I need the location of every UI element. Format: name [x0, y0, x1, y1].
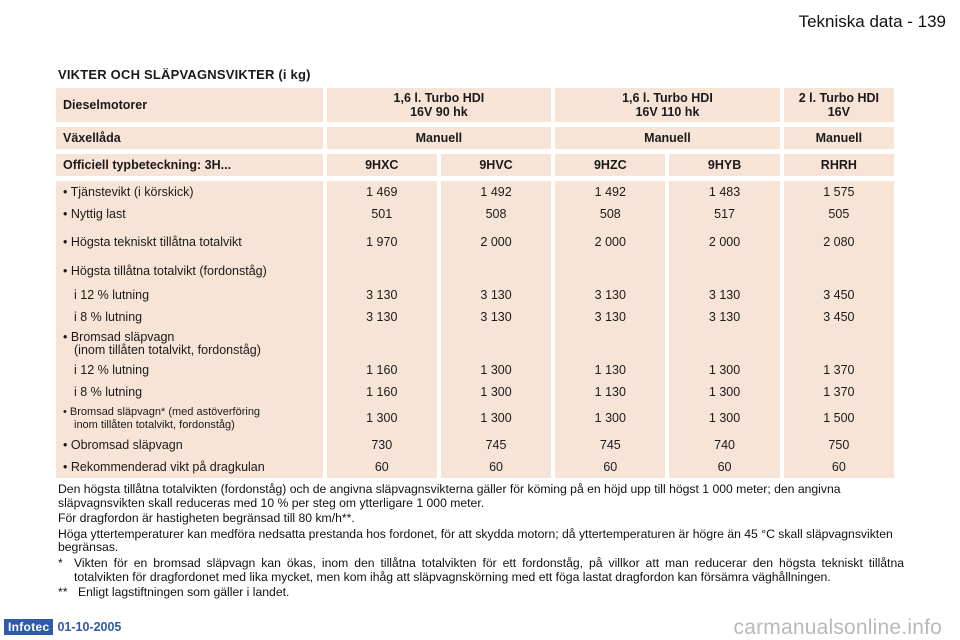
note-paragraph: För dragfordon är hastigheten begränsad till 80 km/h**. — [58, 511, 355, 526]
cell-value: 1 300 — [669, 403, 779, 434]
cell-value: 1 370 — [784, 381, 894, 403]
cell-value: 1 300 — [669, 359, 779, 381]
cell-value: 1 469 — [327, 181, 437, 203]
note-paragraph: Den högsta tillåtna totalvikten (fordonståg) och de angivna släpvagnsvikterna gäller för köming på en höjd upp till högst 1 000 meter; den angivna släpvagnsvikten skall reduceras med 10 % per steg om ytterligare 1 000 meter. — [58, 482, 841, 510]
cell-value — [784, 258, 894, 284]
footnote-mark: ** — [58, 585, 68, 600]
cell-value: 1 160 — [327, 359, 437, 381]
cell-value: 2 000 — [669, 225, 779, 258]
table-row — [56, 181, 894, 203]
table-row — [56, 306, 894, 328]
cell-value: 1 575 — [784, 181, 894, 203]
type-code: 9HXC — [327, 154, 437, 176]
footnote-text: Vikten för en bromsad släpvagn kan ökas, inom den tillåtna totalvikten för ett fordonståg, på villkor att man reducerar den högsta tekniskt tillåtna totalvikten för dragfordonet med lika mycket, men kom ihåg att släpvagnskörning med ett föga lastat dragfordon kan försämra väghållningen. — [74, 555, 904, 584]
engine-line1: 1,6 l. Turbo HDI — [393, 91, 485, 105]
gearbox-row — [56, 127, 894, 149]
cell-value — [669, 328, 779, 359]
row-label — [56, 403, 323, 434]
row-label — [56, 328, 323, 359]
table-row — [56, 284, 894, 306]
cell-value — [784, 328, 894, 359]
row-label: • Nyttig last — [56, 203, 323, 225]
row-label: • Obromsad släpvagn — [56, 434, 323, 456]
engine-line2: 16V 90 hk — [410, 105, 468, 119]
weights-table — [52, 88, 898, 478]
engine-header — [327, 88, 552, 122]
cell-value: 60 — [784, 456, 894, 478]
type-row — [56, 154, 894, 176]
cell-value: 745 — [441, 434, 551, 456]
gearbox-value: Manuell — [784, 127, 894, 149]
cell-value: 517 — [669, 203, 779, 225]
footnote-mark: * — [58, 555, 63, 570]
cell-value: 3 130 — [555, 284, 665, 306]
engine-line2: 16V 110 hk — [635, 105, 700, 119]
cell-value: 508 — [441, 203, 551, 225]
row-label: • Högsta tillåtna totalvikt (fordonståg) — [56, 258, 323, 284]
cell-value: 2 000 — [441, 225, 551, 258]
row-label-line1: • Bromsad släpvagn — [63, 329, 175, 344]
cell-value — [441, 328, 551, 359]
cell-value: 3 130 — [441, 306, 551, 328]
engine-line1: 1,6 l. Turbo HDI — [622, 91, 713, 105]
row-label-line1: • Bromsad släpvagn* (med astöverföring — [63, 405, 261, 418]
engine-line1: 2 l. Turbo HDI — [798, 91, 880, 105]
cell-value: 745 — [555, 434, 665, 456]
cell-value: 750 — [784, 434, 894, 456]
cell-value: 2 080 — [784, 225, 894, 258]
engine-label: Dieselmotorer — [56, 88, 323, 122]
table-row — [56, 225, 894, 258]
row-label: i 8 % lutning — [56, 306, 323, 328]
note-paragraph: Höga yttertemperaturer kan medföra nedsatta prestanda hos fordonet, för att skydda motorn; då yttertemperaturen är högre än 45 °C skall släpvagnsvikten begränsas. — [58, 526, 893, 555]
cell-value: 3 130 — [327, 284, 437, 306]
cell-value: 1 160 — [327, 381, 437, 403]
cell-value: 1 970 — [327, 225, 437, 258]
cell-value: 1 130 — [555, 359, 665, 381]
cell-value: 1 492 — [555, 181, 665, 203]
cell-value: 1 370 — [784, 359, 894, 381]
row-label: i 12 % lutning — [56, 359, 323, 381]
gearbox-value: Manuell — [555, 127, 780, 149]
cell-value: 1 300 — [669, 381, 779, 403]
cell-value — [669, 258, 779, 284]
page-header: Tekniska data - 139 — [798, 12, 946, 31]
engine-row — [56, 88, 894, 122]
row-label: • Högsta tekniskt tillåtna totalvikt — [56, 225, 323, 258]
table-row — [56, 403, 894, 434]
cell-value: 60 — [555, 456, 665, 478]
cell-value: 730 — [327, 434, 437, 456]
table-row — [56, 258, 894, 284]
cell-value: 1 500 — [784, 403, 894, 434]
table-row — [56, 359, 894, 381]
cell-value: 60 — [441, 456, 551, 478]
logo-text: Infotec — [4, 619, 53, 635]
cell-value: 3 130 — [669, 284, 779, 306]
cell-value: 60 — [327, 456, 437, 478]
row-label: • Tjänstevikt (i körskick) — [56, 181, 323, 203]
cell-value: 1 300 — [327, 403, 437, 434]
type-label: Officiell typbeteckning: 3H... — [56, 154, 323, 176]
gearbox-label: Växellåda — [56, 127, 323, 149]
engine-header — [784, 88, 894, 122]
engine-line2: 16V — [827, 105, 850, 119]
row-label-line2: inom tillåten totalvikt, fordonståg) — [74, 418, 235, 431]
cell-value: 3 450 — [784, 306, 894, 328]
type-code: RHRH — [784, 154, 894, 176]
cell-value: 3 130 — [669, 306, 779, 328]
row-label-line2: (inom tillåten totalvikt, fordonståg) — [74, 342, 261, 357]
cell-value — [441, 258, 551, 284]
cell-value: 501 — [327, 203, 437, 225]
row-label: i 12 % lutning — [56, 284, 323, 306]
footnote — [58, 586, 904, 600]
watermark: carmanualsonline.info — [733, 616, 942, 639]
table-row — [56, 434, 894, 456]
row-label: i 8 % lutning — [56, 381, 323, 403]
cell-value: 2 000 — [555, 225, 665, 258]
cell-value: 1 130 — [555, 381, 665, 403]
engine-header — [555, 88, 780, 122]
cell-value: 3 130 — [441, 284, 551, 306]
cell-value: 3 450 — [784, 284, 894, 306]
cell-value: 505 — [784, 203, 894, 225]
cell-value: 60 — [669, 456, 779, 478]
type-code: 9HVC — [441, 154, 551, 176]
cell-value: 1 492 — [441, 181, 551, 203]
cell-value: 1 300 — [441, 359, 551, 381]
table-row — [56, 456, 894, 478]
cell-value: 1 300 — [555, 403, 665, 434]
infotec-logo — [4, 619, 121, 635]
type-code: 9HZC — [555, 154, 665, 176]
footnote-text: Enligt lagstiftningen som gäller i landet. — [78, 585, 290, 600]
gearbox-value: Manuell — [327, 127, 552, 149]
table-row — [56, 328, 894, 359]
cell-value: 3 130 — [327, 306, 437, 328]
cell-value — [555, 258, 665, 284]
row-label: • Rekommenderad vikt på dragkulan — [56, 456, 323, 478]
cell-value: 508 — [555, 203, 665, 225]
cell-value: 1 300 — [441, 403, 551, 434]
cell-value: 740 — [669, 434, 779, 456]
cell-value — [555, 328, 665, 359]
print-date: 01-10-2005 — [57, 620, 122, 634]
table-row — [56, 381, 894, 403]
cell-value — [327, 328, 437, 359]
cell-value — [327, 258, 437, 284]
section-title: VIKTER OCH SLÄPVAGNSVIKTER (i kg) — [58, 67, 311, 82]
footnote — [58, 557, 904, 584]
cell-value: 3 130 — [555, 306, 665, 328]
cell-value: 1 300 — [441, 381, 551, 403]
type-code: 9HYB — [669, 154, 779, 176]
notes — [58, 483, 904, 600]
cell-value: 1 483 — [669, 181, 779, 203]
table-row — [56, 203, 894, 225]
